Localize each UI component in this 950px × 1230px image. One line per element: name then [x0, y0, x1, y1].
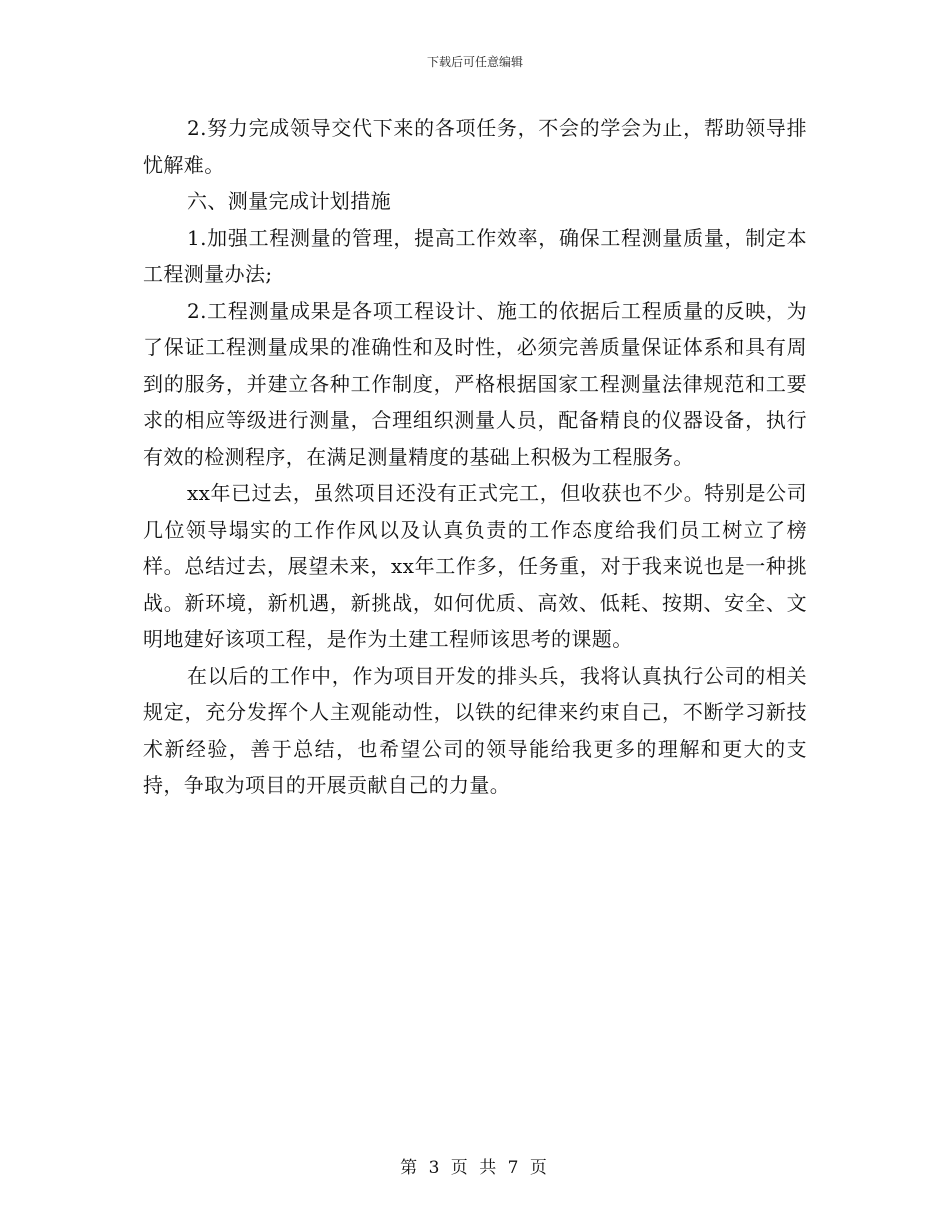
page-number: 第 3 页 共 7 页	[400, 1158, 550, 1178]
section-heading-measurement-plan: 六、测量完成计划措施	[187, 189, 391, 213]
paragraph-measure-2: 2.工程测量成果是各项工程设计、施工的依据后工程质量的反映，为了保证工程测量成果的准确性和及时性，必须完善质量保证体系和具有周到的服务，并建立各种工作制度，严格根据国家工程测量法律规范和工要求的相应等级进行测量，合理组织测量人员，配备精良的仪器设备，执行有效的检测程序，在满足测量精度的基础上积极为工程服务。	[143, 298, 807, 469]
document-body	[143, 110, 807, 804]
page-header: 下载后可任意编辑	[426, 55, 523, 69]
paragraph-year-summary: xx年已过去，虽然项目还没有正式完工，但收获也不少。特别是公司几位领导塌实的工作作风以及认真负责的工作态度给我们员工树立了榜样。总结过去，展望未来，xx年工作多，任务重，对于我来说也是一种挑战。新环境，新机遇，新挑战，如何优质、高效、低耗、按期、安全、文明地建好该项工程，是作为土建工程师该思考的课题。	[143, 481, 807, 651]
paragraph-task-2: 2.努力完成领导交代下来的各项任务，不会的学会为止，帮助领导排忧解难。	[143, 116, 807, 177]
paragraph-future-work: 在以后的工作中，作为项目开发的排头兵，我将认真执行公司的相关规定，充分发挥个人主观能动性，以铁的纪律来约束自己，不断学习新技术新经验，善于总结，也希望公司的领导能给我更多的理解和更大的支持，争取为项目的开展贡献自己的力量。	[143, 663, 807, 797]
paragraph-measure-1: 1.加强工程测量的管理，提高工作效率，确保工程测量质量，制定本工程测量办法;	[143, 225, 807, 286]
